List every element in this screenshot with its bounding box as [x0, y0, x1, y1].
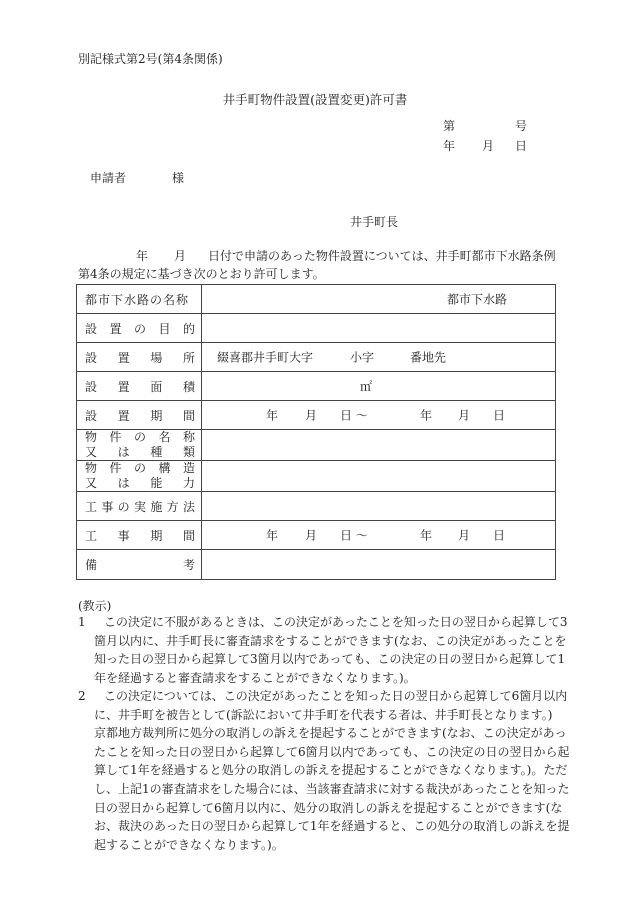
- label-char: 物: [85, 461, 98, 475]
- label-char: 物: [85, 430, 98, 444]
- label-char: 期: [150, 528, 163, 543]
- intro-blank-year: 年: [136, 249, 149, 263]
- label-char: 考: [182, 558, 195, 572]
- label-char: 造: [182, 461, 195, 475]
- label-char: 方: [166, 499, 179, 514]
- label-object-name: [77, 430, 202, 461]
- label-char: 面: [150, 379, 163, 394]
- label-period: [77, 401, 202, 430]
- note-line: 算して1年を経過すると処分の取消しの訴えを提起することができなくなります。)。ただ: [94, 763, 568, 778]
- label-area: [77, 372, 202, 401]
- label-char: 又: [85, 445, 98, 459]
- work-start-year: 年: [266, 528, 279, 543]
- label-char: 又: [85, 476, 98, 490]
- label-char: は: [117, 476, 130, 490]
- issuer-name: 井手町長: [350, 215, 399, 229]
- label-char: 構: [158, 461, 171, 475]
- note-line: 日の翌日から起算して6箇月以内に、処分の取消しの訴えを提起することができます(な: [94, 800, 563, 815]
- table-row: [77, 521, 556, 550]
- label-remarks: [77, 550, 202, 580]
- label-char: 件: [109, 430, 122, 444]
- label-char: 設: [85, 350, 98, 365]
- permit-number-prefix: 第: [443, 119, 456, 133]
- note-line: 知った日の翌日から起算して3箇月以内であっても、この決定の日の翌日から起算して1: [94, 652, 566, 667]
- intro-blank-month: 月: [174, 249, 187, 263]
- work-end-day: 日: [493, 528, 506, 543]
- label-char: 件: [109, 461, 122, 475]
- label-char: の: [117, 499, 130, 514]
- label-char: 置: [117, 350, 130, 365]
- label-char: 置: [117, 379, 130, 394]
- label-work-period: [77, 521, 202, 550]
- period-start-day: 日 〜: [340, 408, 368, 423]
- value-object-name: [202, 430, 556, 461]
- table-row: [77, 550, 556, 580]
- label-location: [77, 343, 202, 372]
- label-char: の: [133, 321, 146, 336]
- label-text: 都市下水路の名称: [85, 292, 190, 307]
- note-number: 1: [78, 615, 86, 629]
- document-title: 井手町物件設置(設置変更)許可書: [222, 92, 408, 107]
- issue-date-month: 月: [482, 139, 495, 153]
- label-char: 事: [117, 528, 130, 543]
- note-line: たことを知った日の翌日から起算して6箇月以内であっても、この決定の日の翌日から起: [94, 744, 570, 759]
- note-line: この決定に不服があるときは、この決定があったことを知った日の翌日から起算して3: [104, 615, 568, 629]
- label-char: 法: [182, 499, 195, 514]
- value-object-structure: [202, 461, 556, 492]
- intro-text: 日付で申請のあった物件設置については、井手町都市下水路条例: [208, 249, 556, 263]
- table-row: [77, 461, 556, 492]
- note-line: この決定については、この決定があったことを知った日の翌日から起算して6箇月以内: [104, 689, 568, 703]
- table-row: [77, 401, 556, 430]
- value-location: [202, 343, 556, 372]
- table-row: [77, 430, 556, 461]
- note-number: 2: [78, 689, 86, 703]
- label-char: 置: [109, 321, 122, 336]
- period-start-month: 月: [305, 408, 318, 423]
- label-char: 所: [182, 350, 195, 365]
- label-char: 場: [150, 350, 163, 365]
- label-char: 能: [150, 476, 163, 490]
- notes-heading: (教示): [78, 599, 112, 613]
- label-object-structure: [77, 461, 202, 492]
- note-line: 箇月以内に、井手町長に審査請求をすることができます(なお、この決定があったことを: [94, 633, 567, 648]
- location-banchi: 番地先: [410, 350, 447, 365]
- note-line: 年を経過すると審査請求をすることができなくなります。)。: [94, 670, 416, 685]
- label-char: 設: [85, 379, 98, 394]
- value-remarks: [202, 550, 556, 580]
- location-town: 綴喜郡井手町大字: [217, 350, 314, 365]
- label-char: 種: [150, 445, 163, 459]
- intro-line-2: 第4条の規定に基づき次のとおり許可します。: [78, 267, 325, 281]
- note-line: に、井手町を被告として(訴訟において井手町を代表する者は、井手町長となります。): [94, 707, 553, 722]
- value-text: 都市下水路: [447, 292, 508, 307]
- table-row: [77, 492, 556, 521]
- label-char: の: [133, 430, 146, 444]
- value-work-period: [202, 521, 556, 550]
- applicant-honorific: 様: [172, 171, 185, 185]
- form-code: 別記様式第2号(第4条関係): [78, 52, 223, 66]
- issue-date-day: 日: [515, 139, 528, 153]
- work-end-year: 年: [420, 528, 433, 543]
- label-char: 間: [182, 528, 195, 543]
- note-line: 起することができなくなります。)。: [94, 837, 284, 852]
- work-start-day: 日 〜: [340, 528, 368, 543]
- note-body: [94, 687, 570, 854]
- issue-date-year: 年: [443, 139, 456, 153]
- label-char: 力: [182, 476, 195, 490]
- note-line: お、裁決のあった日の翌日から起算して1年を経過すると、この処分の取消しの訴えを提: [94, 819, 570, 834]
- area-unit: ㎡: [360, 379, 373, 394]
- label-char: 称: [182, 430, 195, 444]
- label-char: 工: [85, 528, 98, 543]
- label-char: 工: [85, 499, 98, 514]
- value-area: [202, 372, 556, 401]
- period-start-year: 年: [266, 408, 279, 423]
- label-char: 類: [182, 445, 195, 459]
- label-method: [77, 492, 202, 521]
- table-row: [77, 343, 556, 372]
- label-char: 期: [150, 408, 163, 423]
- work-end-month: 月: [458, 528, 471, 543]
- label-char: 設: [85, 321, 98, 336]
- table-row: [77, 285, 556, 314]
- permit-details-table: [76, 284, 556, 580]
- label-char: 施: [150, 499, 163, 514]
- note-item-2: [78, 687, 570, 854]
- label-char: 置: [117, 408, 130, 423]
- label-char: は: [117, 445, 130, 459]
- label-char: 間: [182, 408, 195, 423]
- label-char: 名: [158, 430, 171, 444]
- table-row: [77, 372, 556, 401]
- label-drain-name: [77, 285, 202, 314]
- permit-number-suffix: 号: [515, 119, 528, 133]
- value-drain-name: [202, 285, 556, 314]
- label-char: 事: [101, 499, 114, 514]
- value-purpose: [202, 314, 556, 343]
- label-char: 実: [133, 499, 146, 514]
- period-end-year: 年: [420, 408, 433, 423]
- table-row: [77, 314, 556, 343]
- note-body: [94, 613, 568, 687]
- label-char: 設: [85, 408, 98, 423]
- label-char: の: [133, 461, 146, 475]
- period-end-day: 日: [493, 408, 506, 423]
- work-start-month: 月: [305, 528, 318, 543]
- period-end-month: 月: [458, 408, 471, 423]
- value-period: [202, 401, 556, 430]
- label-char: 目: [158, 321, 171, 336]
- label-purpose: [77, 314, 202, 343]
- note-line: し、上記1の審査請求をした場合には、当該審査請求に対する裁決があったことを知った: [94, 781, 570, 796]
- applicant-label: 申請者: [90, 171, 127, 185]
- location-koaza: 小字: [350, 350, 375, 365]
- note-line: 京都地方裁判所に処分の取消しの訴えを提起することができます(なお、この決定があっ: [94, 726, 567, 741]
- label-char: 的: [182, 321, 195, 336]
- label-char: 備: [85, 558, 98, 572]
- value-method: [202, 492, 556, 521]
- label-char: 積: [182, 379, 195, 394]
- note-item-1: [78, 613, 568, 687]
